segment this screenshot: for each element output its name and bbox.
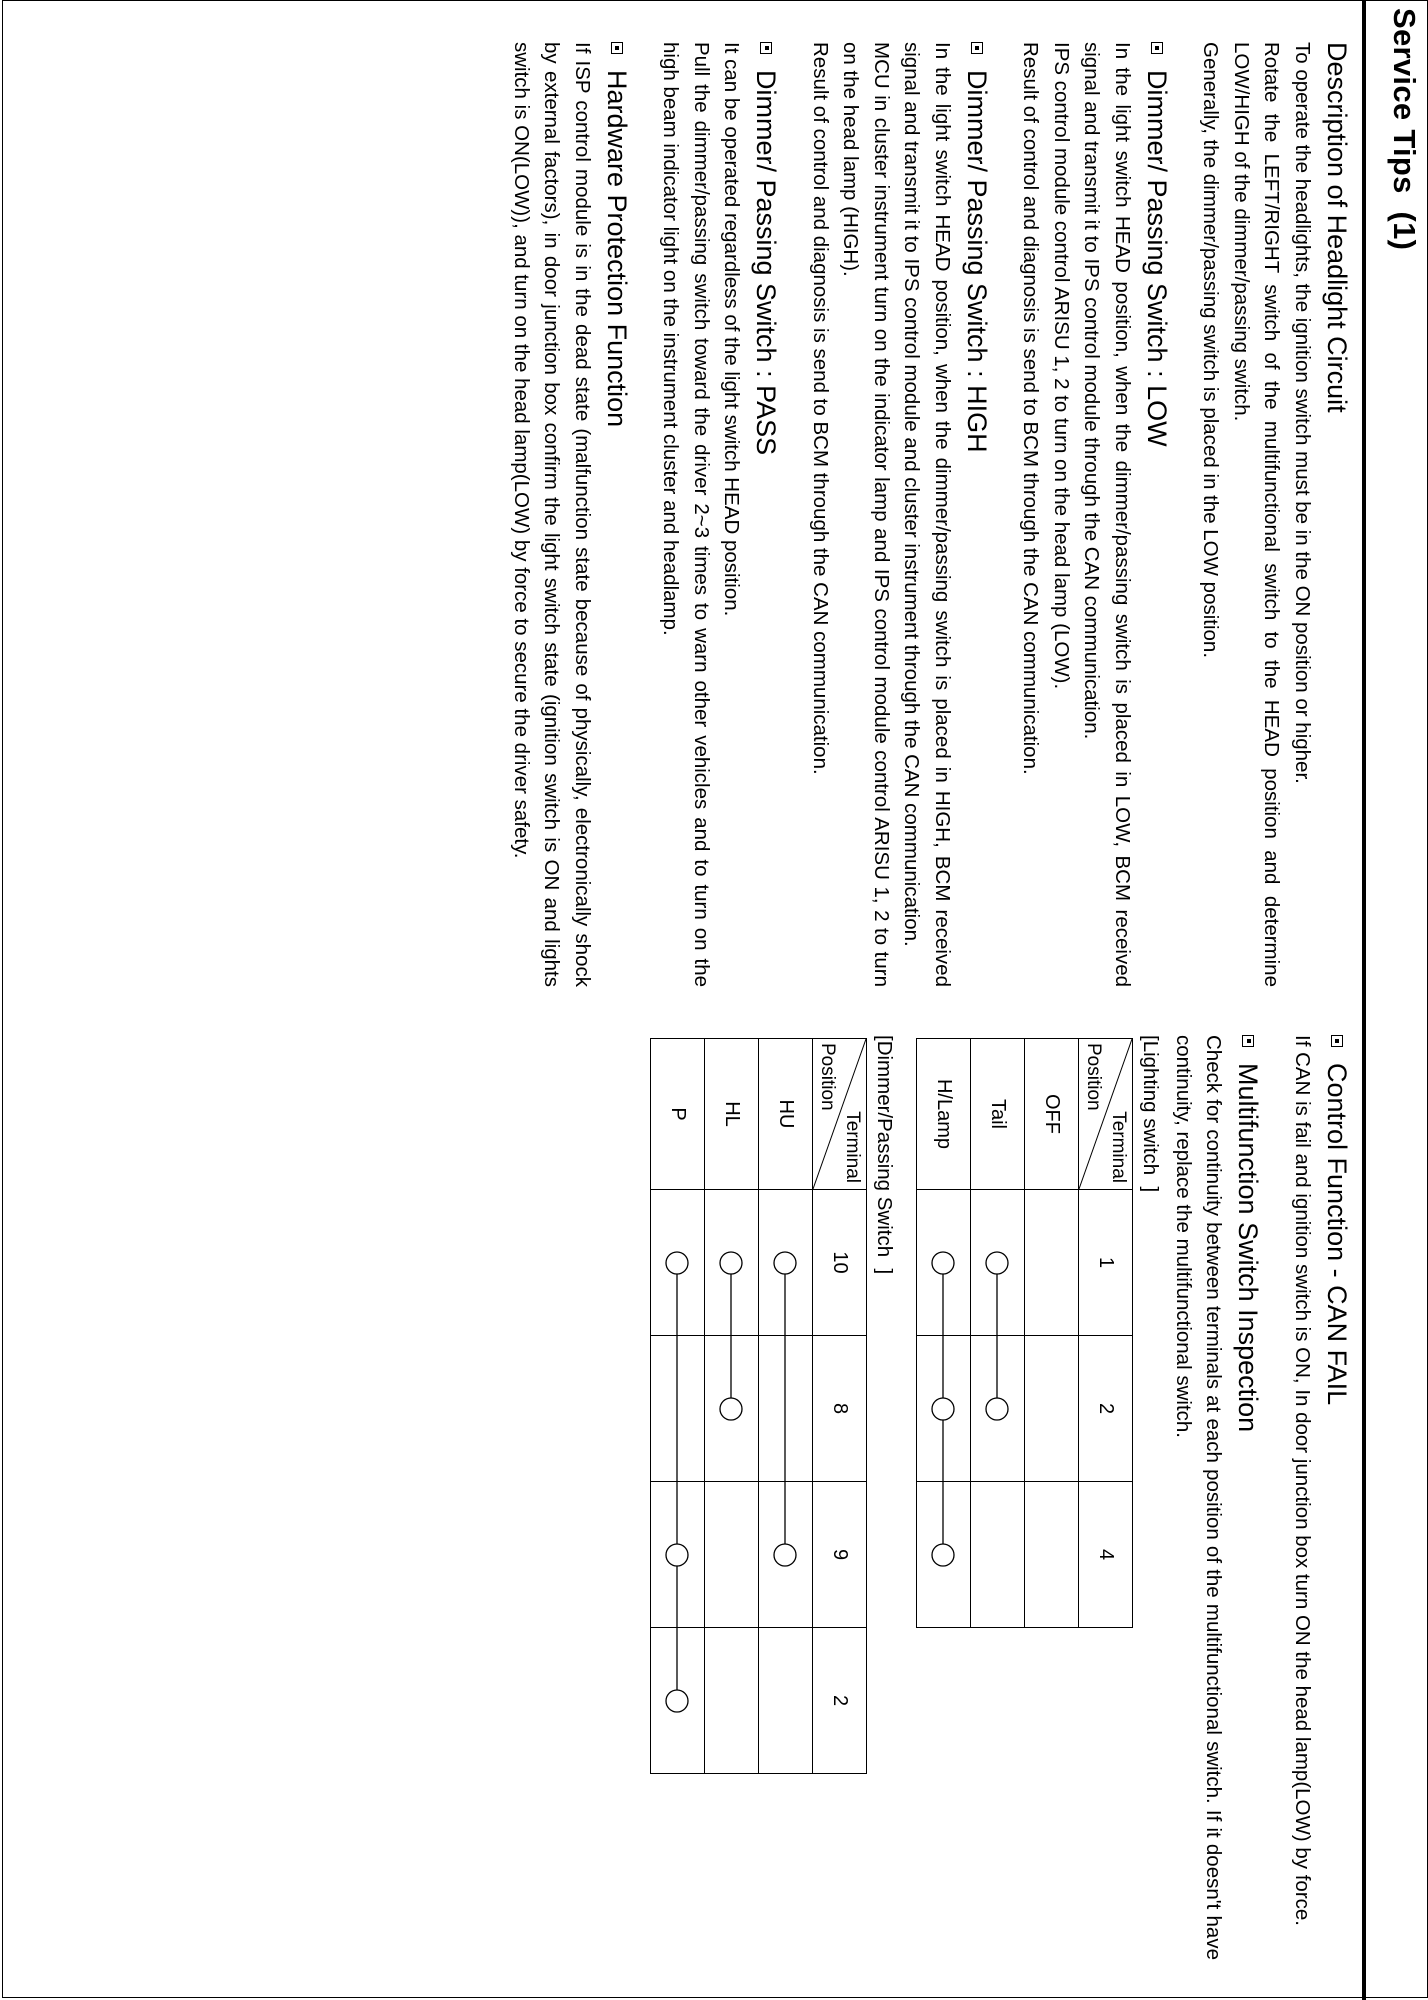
continuity-cell <box>759 1482 813 1628</box>
continuity-cell <box>1025 1190 1079 1336</box>
bullet-icon <box>611 42 623 54</box>
section-paragraph: If ISP control module is in the dead state (malfunction state because of physically, electronically shock by external factors), in door junction box confirm the light switch state (ignition switch is ON and lights switch is ON(LOW)), and turn on the head lamp(LOW) by force to secure the driver safety. <box>510 42 594 987</box>
continuity-cell <box>1025 1482 1079 1628</box>
lighting-corner-cell <box>1079 1039 1133 1190</box>
inspection-heading <box>1233 1035 1265 1960</box>
lighting-switch-table <box>917 1038 1134 1628</box>
continuity-cell <box>917 1190 971 1336</box>
inspection-section <box>1168 1035 1265 1960</box>
continuity-cell <box>759 1336 813 1482</box>
terminal-header: 4 <box>1079 1482 1133 1628</box>
page-title: Service Tips (1) <box>1387 8 1422 251</box>
bullet-icon <box>1243 1035 1255 1047</box>
section-paragraph: Pull the dimmer/passing switch toward the driver 2~3 times to warn other vehicles and to turn on the high beam indicator light on the instrument cluster and headlamp. <box>659 42 713 987</box>
terminal-header: 1 <box>1079 1190 1133 1336</box>
continuity-cell <box>917 1482 971 1628</box>
section-heading <box>1321 42 1353 987</box>
terminal-header: 2 <box>1079 1336 1133 1482</box>
lighting-table-block <box>912 1035 1164 1960</box>
section-paragraph: Generally, the dimmer/passing switch is placed in the LOW position. <box>1199 42 1223 659</box>
can-fail-text: If CAN is fail and ignition switch is ON, In door junction box turn ON the head lamp(LOW) by force. <box>1291 1035 1314 1926</box>
section-5 <box>506 42 634 987</box>
terminal-header: 9 <box>813 1482 867 1628</box>
section-paragraph: IPS control module control ARISU 1, 2 to turn on the head lamp (LOW). <box>1050 42 1073 690</box>
section-heading-text: Dimmer/ Passing Switch : LOW <box>1142 70 1172 447</box>
continuity-cell <box>651 1628 705 1774</box>
continuity-cell <box>651 1482 705 1628</box>
section-heading-text: Description of Headlight Circuit <box>1322 42 1352 413</box>
table-row <box>1025 1039 1079 1628</box>
bullet-icon <box>761 42 773 54</box>
left-column <box>484 42 1354 987</box>
section-paragraph: To operate the headlights, the ignition switch must be in the ON position or higher. <box>1291 42 1314 784</box>
bullet-icon <box>971 42 983 54</box>
terminal-header: 8 <box>813 1336 867 1482</box>
continuity-cell <box>759 1628 813 1774</box>
bullet-icon <box>1331 1035 1343 1047</box>
position-cell: P <box>651 1039 705 1190</box>
continuity-cell <box>1025 1336 1079 1482</box>
inspection-heading-text: Multifunction Switch Inspection <box>1233 1063 1264 1433</box>
continuity-cell <box>971 1190 1025 1336</box>
section-paragraph: It can be operated regardless of the light switch HEAD position. <box>720 42 744 617</box>
section-heading <box>601 42 633 987</box>
dimmer-switch-table <box>651 1038 868 1774</box>
section-heading-text: Hardware Protection Function <box>602 70 632 428</box>
continuity-cell <box>705 1190 759 1336</box>
continuity-cell <box>705 1628 759 1774</box>
position-label: Position <box>817 1043 839 1111</box>
terminal-label: Terminal <box>842 1111 864 1183</box>
continuity-cell <box>651 1190 705 1336</box>
dimmer-table-block <box>646 1035 898 1960</box>
section-paragraph: MCU in cluster instrument turn on the indicator lamp and IPS control module control ARISU 1, 2 to turn on the head lamp (HIGH). <box>839 42 893 987</box>
position-label: Position <box>1083 1043 1105 1111</box>
section-heading-text: Dimmer/ Passing Switch : PASS <box>751 70 782 456</box>
position-cell: HL <box>705 1039 759 1190</box>
right-column <box>646 1035 1354 1960</box>
can-fail-section <box>1287 1035 1354 1960</box>
terminal-label: Terminal <box>1108 1111 1130 1183</box>
dimmer-table-wrap <box>651 1035 868 1774</box>
terminal-header: 2 <box>813 1628 867 1774</box>
lighting-table-wrap <box>917 1035 1134 1628</box>
section-heading-text: Dimmer/ Passing Switch : HIGH <box>962 70 992 453</box>
lighting-header-row <box>1079 1039 1133 1628</box>
table-row <box>759 1039 813 1774</box>
dimmer-table-caption: [Dimmer/Passing Switch ] <box>873 1035 897 1275</box>
section-heading <box>751 42 783 987</box>
section-paragraph: Result of control and diagnosis is send to BCM through the CAN communication. <box>1019 42 1043 775</box>
section-paragraph: In the light switch HEAD position, when the dimmer/passing switch is placed in HIGH, BCM received signal and transmit it to IPS control module and cluster instrument through the CAN communication. <box>900 42 954 987</box>
table-row <box>971 1039 1025 1628</box>
continuity-cell <box>705 1336 759 1482</box>
position-cell: Tail <box>971 1039 1025 1190</box>
section-paragraph: Result of control and diagnosis is send to BCM through the CAN communication. <box>809 42 832 775</box>
continuity-cell <box>705 1482 759 1628</box>
section-paragraph: Rotate the LEFT/RIGHT switch of the multifunctional switch to the HEAD position and determine LOW/HIGH of the dimmer/passing switch. <box>1230 42 1284 987</box>
continuity-cell <box>971 1482 1025 1628</box>
continuity-cell <box>651 1336 705 1482</box>
table-row <box>705 1039 759 1774</box>
title-divider <box>1362 0 1366 2000</box>
lighting-table-caption: [Lighting switch ] <box>1139 1035 1163 1193</box>
bullet-icon <box>1151 42 1163 54</box>
section-heading <box>1141 42 1173 987</box>
can-fail-heading <box>1321 1035 1353 1960</box>
section-3 <box>805 42 994 987</box>
continuity-cell <box>917 1336 971 1482</box>
section-2 <box>1015 42 1173 987</box>
section-paragraph: In the light switch HEAD position, when the dimmer/passing switch is placed in LOW, BCM received signal and transmit it to IPS control module through the CAN communication. <box>1080 42 1134 987</box>
position-cell: H/Lamp <box>917 1039 971 1190</box>
dimmer-header-row <box>813 1039 867 1774</box>
can-fail-heading-text: Control Function - CAN FAIL <box>1322 1063 1352 1406</box>
continuity-cell <box>759 1190 813 1336</box>
continuity-cell <box>971 1336 1025 1482</box>
inspection-text: Check for continuity between terminals at each position of the multifunctional switch. If it doesn't have continuity, replace the multifunctional switch. <box>1172 1035 1226 1960</box>
table-row <box>651 1039 705 1774</box>
position-cell: HU <box>759 1039 813 1190</box>
table-row <box>917 1039 971 1628</box>
section-heading <box>961 42 993 987</box>
position-cell: OFF <box>1025 1039 1079 1190</box>
terminal-header: 10 <box>813 1190 867 1336</box>
dimmer-corner-cell <box>813 1039 867 1190</box>
section-4 <box>655 42 783 987</box>
section-1 <box>1195 42 1353 987</box>
